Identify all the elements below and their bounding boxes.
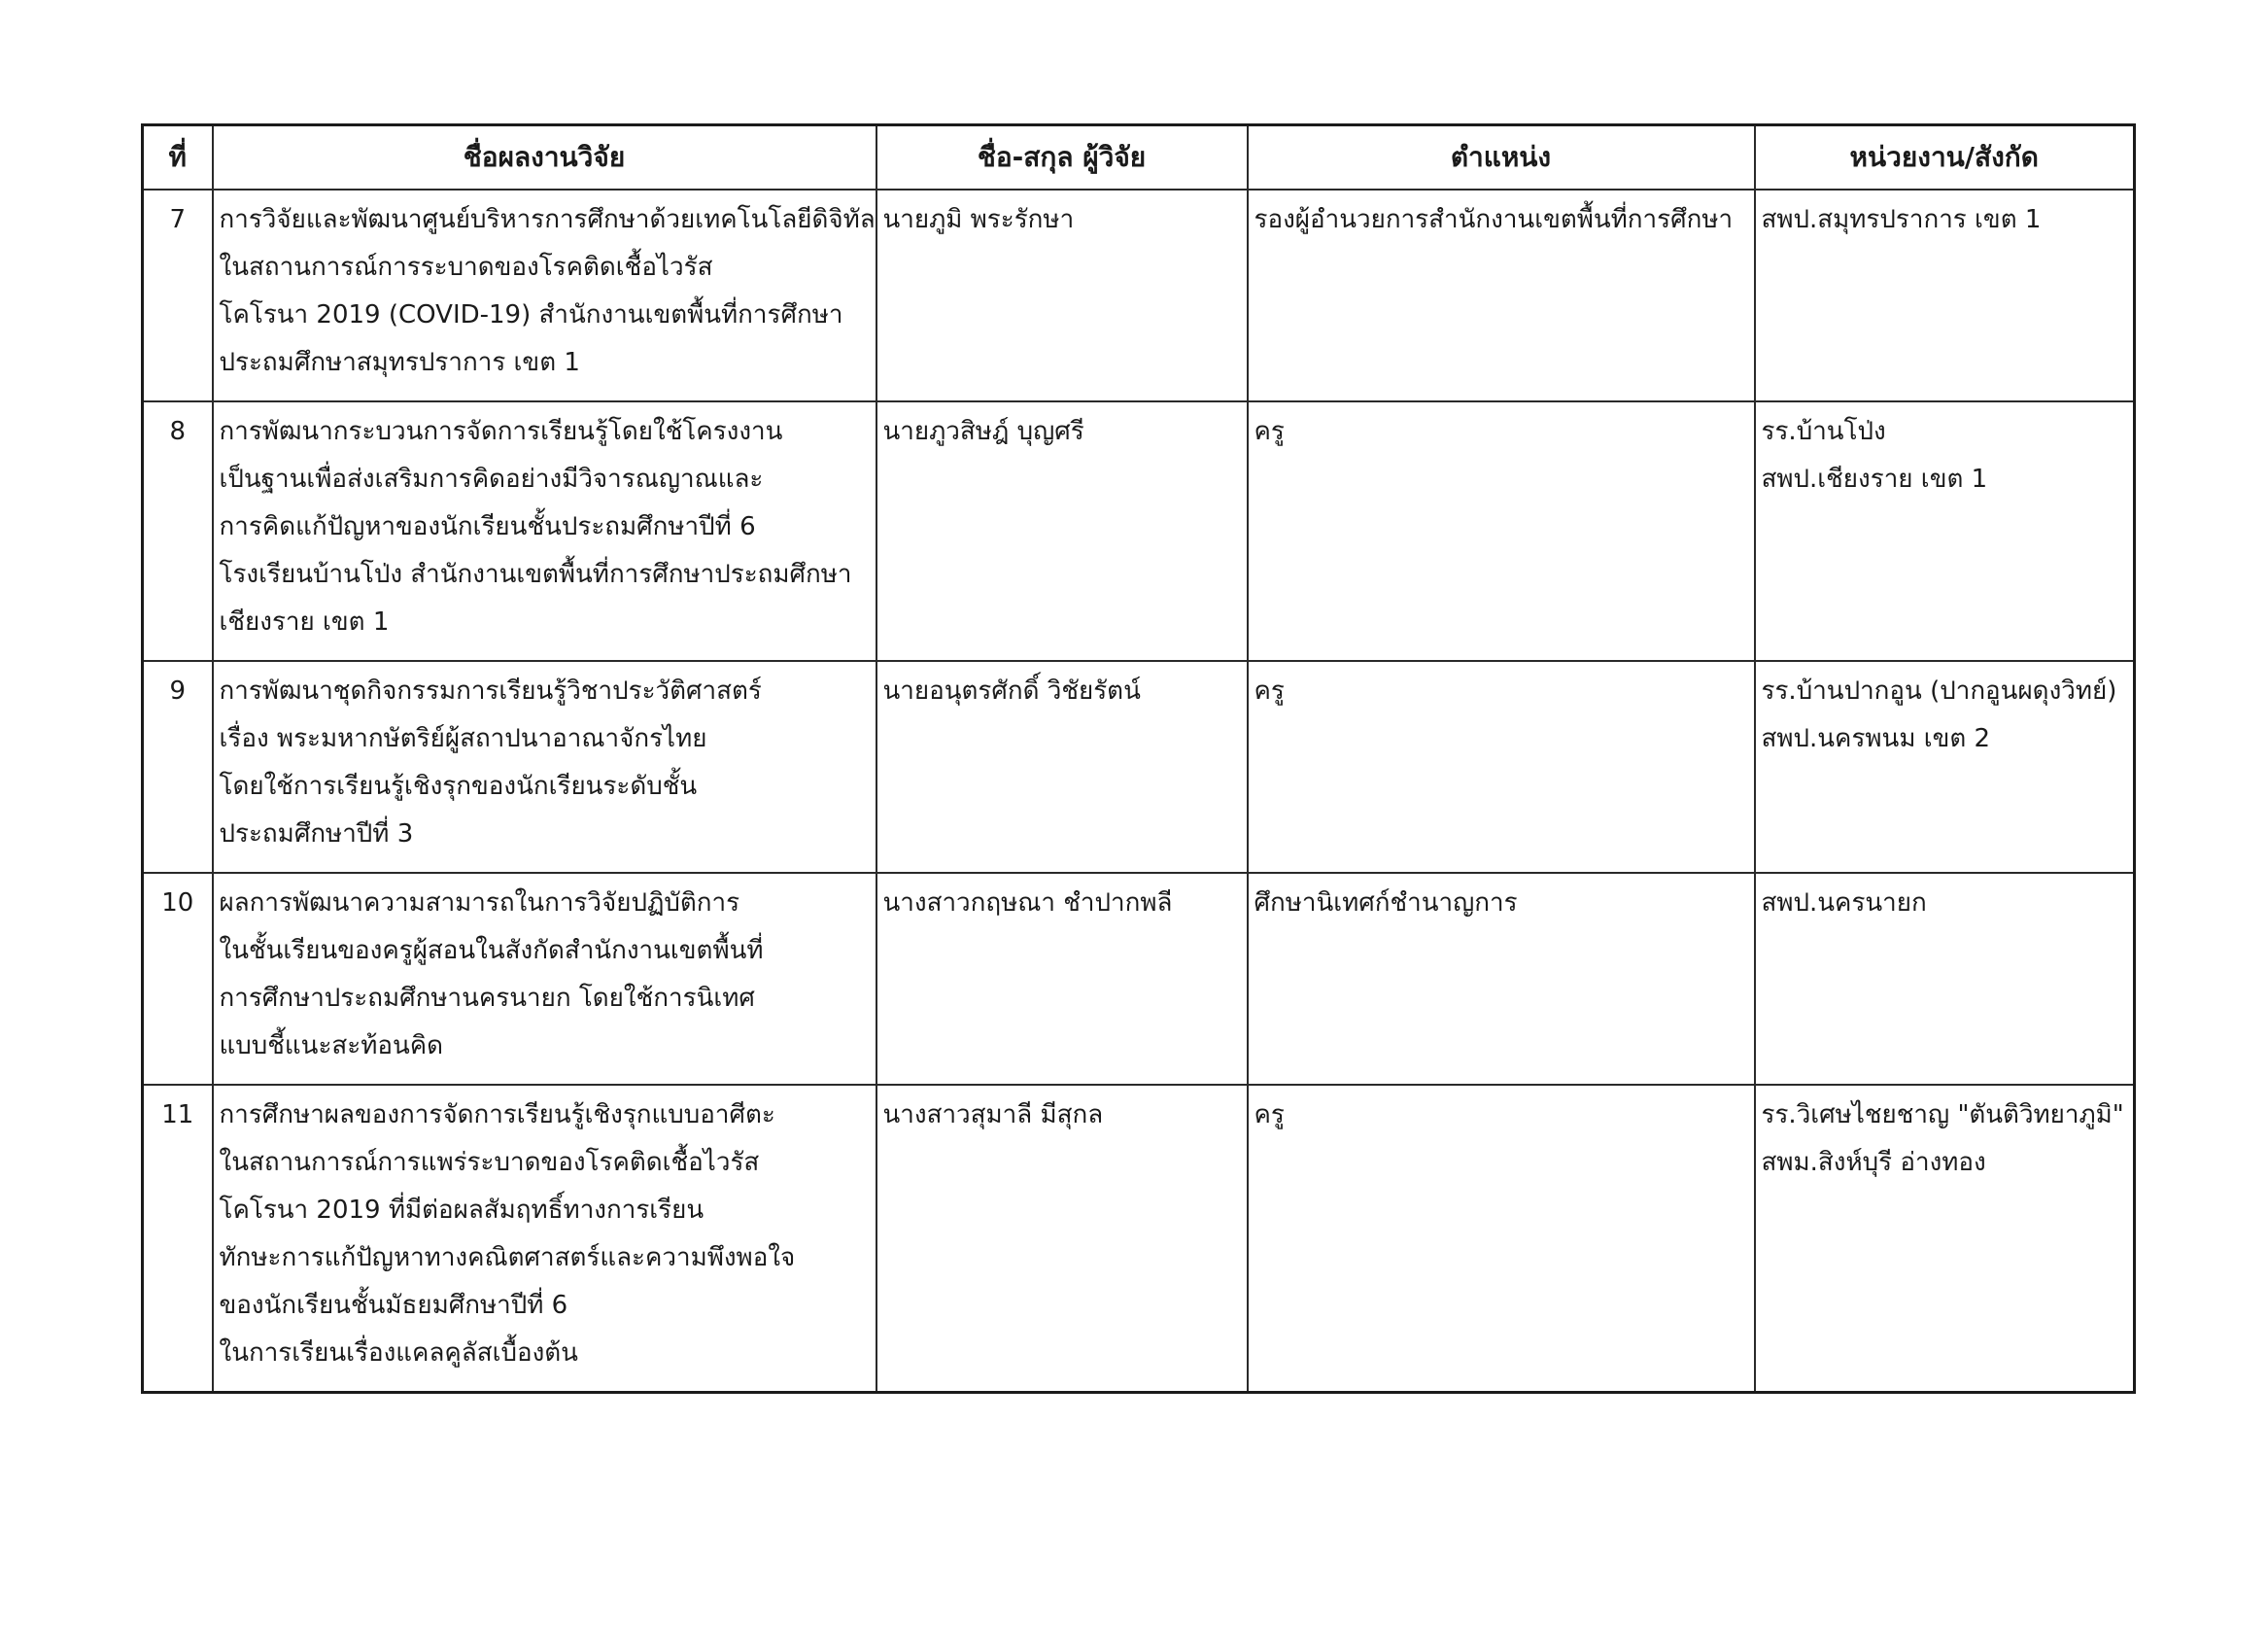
organization-cell [1755, 190, 2135, 401]
row-number: 8 [143, 401, 213, 661]
position: ครู [1248, 1085, 1755, 1393]
research-title-line: โคโรนา 2019 (COVID-19) สำนักงานเขตพื้นที่การศึกษา [219, 299, 843, 329]
research-title-line: ในสถานการณ์การระบาดของโรคติดเชื้อไวรัส [219, 252, 713, 282]
header-number: ที่ [143, 125, 213, 190]
organization-cell [1755, 401, 2135, 661]
row-number: 11 [143, 1085, 213, 1393]
row-number: 9 [143, 661, 213, 873]
row-number: 10 [143, 873, 213, 1085]
research-title-line: ทักษะการแก้ปัญหาทางคณิตศาสตร์และความพึงพอใจ [219, 1242, 796, 1272]
table-row [143, 401, 2135, 661]
organization-line: สพป.สมุทรปราการ เขต 1 [1761, 204, 2042, 234]
research-title-line: ในชั้นเรียนของครูผู้สอนในสังกัดสำนักงานเขตพื้นที่ [219, 935, 764, 965]
organization-cell [1755, 873, 2135, 1085]
position: ศึกษานิเทศก์ชำนาญการ [1248, 873, 1755, 1085]
researcher-name: นางสาวกฤษณา ชำปากพลี [876, 873, 1248, 1085]
table-header-row [143, 125, 2135, 190]
header-position: ตำแหน่ง [1248, 125, 1755, 190]
research-title-cell [213, 661, 876, 873]
research-title-line: ผลการพัฒนาความสามารถในการวิจัยปฏิบัติการ [219, 887, 740, 918]
organization-cell [1755, 1085, 2135, 1393]
position: ครู [1248, 661, 1755, 873]
organization-line: สพป.เชียงราย เขต 1 [1761, 464, 1988, 494]
research-title-line: ของนักเรียนชั้นมัธยมศึกษาปีที่ 6 [219, 1290, 568, 1320]
header-organization: หน่วยงาน/สังกัด [1755, 125, 2135, 190]
research-title-line: ประถมศึกษาสมุทรปราการ เขต 1 [219, 347, 580, 377]
researcher-name: นายภูมิ พระรักษา [876, 190, 1248, 401]
research-title-line: ประถมศึกษาปีที่ 3 [219, 818, 414, 849]
research-table [141, 123, 2136, 1394]
research-title-line: การศึกษาผลของการจัดการเรียนรู้เชิงรุกแบบอาศีตะ [219, 1099, 775, 1129]
research-title-line: การพัฒนากระบวนการจัดการเรียนรู้โดยใช้โครงงาน [219, 416, 783, 446]
organization-line: สพม.สิงห์บุรี อ่างทอง [1761, 1147, 1986, 1177]
research-title-line: โคโรนา 2019 ที่มีต่อผลสัมฤทธิ์ทางการเรียน [219, 1195, 704, 1225]
position: รองผู้อำนวยการสำนักงานเขตพื้นที่การศึกษา [1248, 190, 1755, 401]
organization-line: รร.วิเศษไชยชาญ "ตันติวิทยาภูมิ" [1761, 1099, 2124, 1129]
header-researcher-name: ชื่อ-สกุล ผู้วิจัย [876, 125, 1248, 190]
research-title-line: ในสถานการณ์การแพร่ระบาดของโรคติดเชื้อไวรัส [219, 1147, 760, 1177]
table-row [143, 873, 2135, 1085]
research-title-cell [213, 873, 876, 1085]
research-title-cell [213, 401, 876, 661]
research-title-line: การวิจัยและพัฒนาศูนย์บริหารการศึกษาด้วยเทคโนโลยีดิจิทัล [219, 204, 876, 234]
organization-cell [1755, 661, 2135, 873]
research-title-line: เชียงราย เขต 1 [219, 607, 390, 637]
header-research-title: ชื่อผลงานวิจัย [213, 125, 876, 190]
research-title-line: เป็นฐานเพื่อส่งเสริมการคิดอย่างมีวิจารณญาณและ [219, 464, 764, 494]
research-title-line: การพัฒนาชุดกิจกรรมการเรียนรู้วิชาประวัติศาสตร์ [219, 676, 762, 706]
research-title-line: ในการเรียนเรื่องแคลคูลัสเบื้องต้น [219, 1337, 578, 1368]
organization-line: สพป.นครนายก [1761, 887, 1927, 918]
research-title-line: แบบชี้แนะสะท้อนคิด [219, 1030, 444, 1060]
organization-line: รร.บ้านโป่ง [1761, 416, 1886, 446]
research-title-line: โรงเรียนบ้านโป่ง สำนักงานเขตพื้นที่การศึกษาประถมศึกษา [219, 559, 852, 589]
researcher-name: นางสาวสุมาลี มีสุกล [876, 1085, 1248, 1393]
researcher-name: นายภูวสิษฎ์ บุญศรี [876, 401, 1248, 661]
table-row [143, 1085, 2135, 1393]
position: ครู [1248, 401, 1755, 661]
table-row [143, 661, 2135, 873]
research-title-line: เรื่อง พระมหากษัตริย์ผู้สถาปนาอาณาจักรไทย [219, 723, 707, 753]
research-title-line: การคิดแก้ปัญหาของนักเรียนชั้นประถมศึกษาปีที่ 6 [219, 511, 756, 541]
research-title-line: การศึกษาประถมศึกษานครนายก โดยใช้การนิเทศ [219, 983, 755, 1013]
research-title-cell [213, 190, 876, 401]
table-row [143, 190, 2135, 401]
organization-line: รร.บ้านปากอูน (ปากอูนผดุงวิทย์) [1761, 676, 2117, 706]
row-number: 7 [143, 190, 213, 401]
researcher-name: นายอนุตรศักดิ์ วิชัยรัตน์ [876, 661, 1248, 873]
research-title-cell [213, 1085, 876, 1393]
organization-line: สพป.นครพนม เขต 2 [1761, 723, 1991, 753]
research-title-line: โดยใช้การเรียนรู้เชิงรุกของนักเรียนระดับชั้น [219, 771, 698, 801]
